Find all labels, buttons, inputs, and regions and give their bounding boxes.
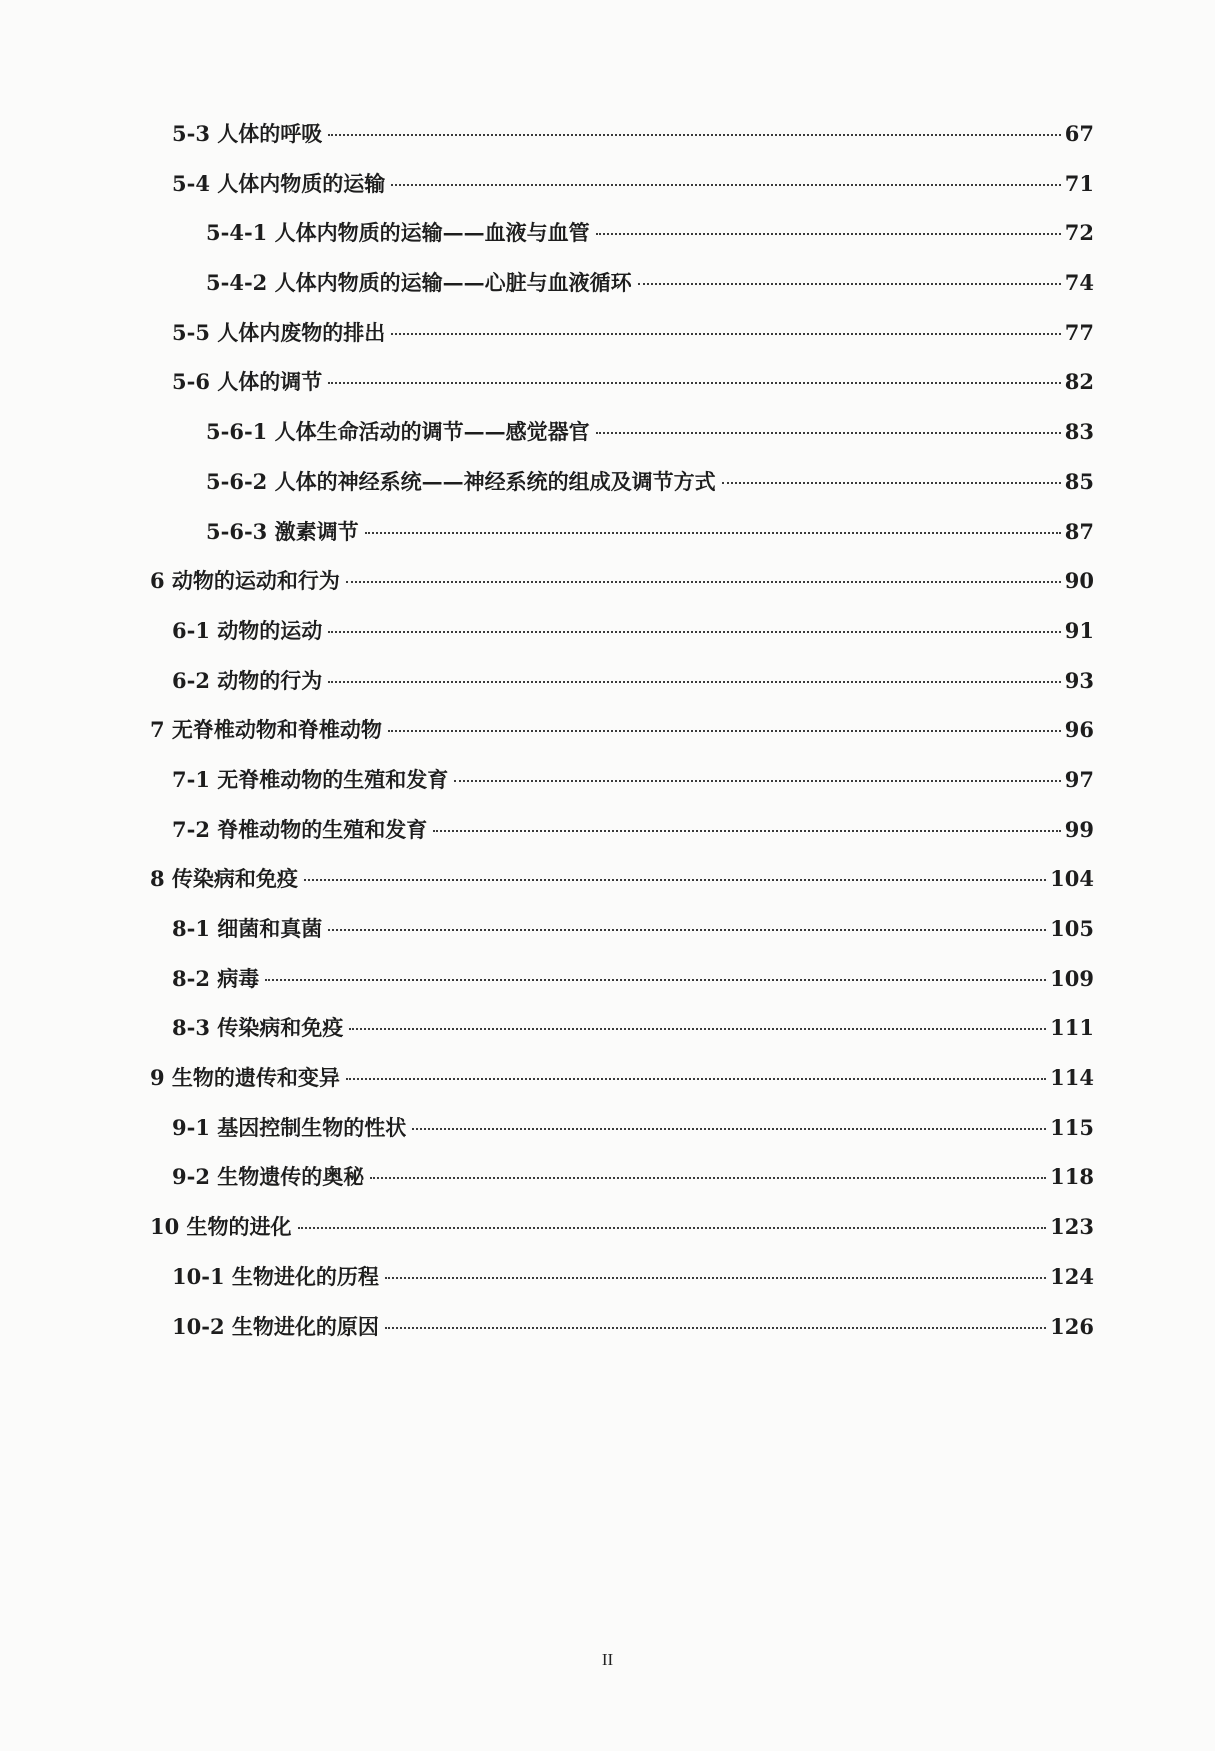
toc-leader-dots <box>454 780 1061 782</box>
toc-entry[interactable] <box>150 1064 1094 1114</box>
toc-entry-page: 90 <box>1064 568 1094 594</box>
toc-leader-dots <box>722 482 1061 484</box>
toc-entry-page: 77 <box>1064 319 1094 345</box>
toc-entry-title: 5-6 人体的调节 <box>172 369 323 395</box>
toc-entry-title: 5-6-1 人体生命活动的调节——感觉器官 <box>206 419 590 445</box>
toc-entry-page: 105 <box>1050 916 1094 941</box>
toc-leader-dots <box>412 1128 1046 1130</box>
toc-entry-page: 82 <box>1064 369 1094 395</box>
toc-entry[interactable] <box>150 1313 1094 1363</box>
toc-entry[interactable] <box>150 816 1094 866</box>
toc-entry[interactable] <box>150 418 1094 468</box>
toc-entry-page: 67 <box>1064 121 1094 146</box>
toc-entry[interactable] <box>150 865 1094 915</box>
toc-entry[interactable] <box>150 716 1094 766</box>
toc-leader-dots <box>391 333 1061 335</box>
toc-entry-title: 9 生物的遗传和变异 <box>150 1065 340 1091</box>
toc-entry-title: 6 动物的运动和行为 <box>150 568 340 594</box>
toc-entry[interactable] <box>150 1263 1094 1313</box>
toc-entry-page: 87 <box>1064 518 1094 544</box>
toc-leader-dots <box>328 929 1046 931</box>
toc-entry-title: 6-2 动物的行为 <box>172 667 323 693</box>
toc-leader-dots <box>388 730 1061 732</box>
toc-leader-dots <box>346 581 1061 583</box>
toc-leader-dots <box>349 1028 1046 1030</box>
toc-leader-dots <box>638 283 1061 285</box>
toc-entry-title: 7-1 无脊椎动物的生殖和发育 <box>172 766 449 792</box>
toc-entry-title: 8-3 传染病和免疫 <box>172 1015 344 1041</box>
toc-entry[interactable] <box>150 1213 1094 1263</box>
toc-entry-title: 10 生物的进化 <box>150 1214 292 1240</box>
toc-entry-title: 9-2 生物遗传的奥秘 <box>172 1164 365 1190</box>
toc-entry-title: 8-2 病毒 <box>172 965 260 991</box>
toc-entry-page: 118 <box>1050 1164 1094 1190</box>
toc-leader-dots <box>391 184 1061 186</box>
toc-entry-page: 109 <box>1050 965 1094 991</box>
toc-leader-dots <box>596 432 1061 434</box>
toc-entry[interactable] <box>150 468 1094 518</box>
toc-entry-page: 72 <box>1064 220 1094 246</box>
toc-entry[interactable] <box>150 269 1094 319</box>
toc-entry[interactable] <box>150 567 1094 617</box>
toc-entry-page: 111 <box>1050 1015 1094 1041</box>
toc-entry-title: 7 无脊椎动物和脊椎动物 <box>150 717 382 743</box>
toc-entry-page: 96 <box>1064 717 1094 743</box>
toc-entry-page: 74 <box>1064 270 1094 296</box>
toc-entry-title: 5-4-1 人体内物质的运输——血液与血管 <box>206 220 590 246</box>
toc-entry-title: 6-1 动物的运动 <box>172 617 323 643</box>
toc-leader-dots <box>346 1078 1046 1080</box>
toc-entry-page: 126 <box>1050 1313 1094 1339</box>
toc-entry-title: 8 传染病和免疫 <box>150 866 298 892</box>
toc-entry[interactable] <box>150 1014 1094 1064</box>
toc-entry[interactable] <box>150 319 1094 369</box>
toc-leader-dots <box>433 830 1061 832</box>
toc-entry-title: 9-1 基因控制生物的性状 <box>172 1114 407 1140</box>
toc-entry-title: 8-1 细菌和真菌 <box>172 916 323 941</box>
toc-entry-page: 91 <box>1064 617 1094 643</box>
toc-entry[interactable] <box>150 120 1094 170</box>
toc-entry-page: 99 <box>1064 816 1094 842</box>
toc-leader-dots <box>385 1277 1046 1279</box>
toc-entry-title: 5-6-3 激素调节 <box>206 518 359 544</box>
toc-leader-dots <box>328 681 1061 683</box>
page-number: II <box>601 1650 614 1669</box>
toc-entry-title: 10-2 生物进化的原因 <box>172 1313 379 1339</box>
toc-entry-page: 83 <box>1064 419 1094 445</box>
toc-leader-dots <box>385 1327 1046 1329</box>
toc-entry[interactable] <box>150 667 1094 717</box>
toc-entry[interactable] <box>150 617 1094 667</box>
toc-entry-title: 5-5 人体内废物的排出 <box>172 319 386 345</box>
toc-entry[interactable] <box>150 518 1094 568</box>
toc-entry-title: 5-4 人体内物质的运输 <box>172 170 386 196</box>
toc-leader-dots <box>328 631 1061 633</box>
toc-entry[interactable] <box>150 1163 1094 1213</box>
toc-entry[interactable] <box>150 219 1094 269</box>
toc-entry[interactable] <box>150 915 1094 965</box>
toc-entry[interactable] <box>150 368 1094 418</box>
toc-entry-title: 5-6-2 人体的神经系统——神经系统的组成及调节方式 <box>206 468 716 494</box>
toc-entry-page: 97 <box>1064 766 1094 792</box>
toc-leader-dots <box>596 233 1061 235</box>
toc-entry[interactable] <box>150 766 1094 816</box>
toc-entry-page: 71 <box>1064 170 1094 196</box>
toc-entry[interactable] <box>150 965 1094 1015</box>
toc-entry-page: 93 <box>1064 667 1094 693</box>
toc-entry[interactable] <box>150 1114 1094 1164</box>
toc-entry-page: 104 <box>1050 866 1094 892</box>
toc-entry-page: 123 <box>1050 1214 1094 1240</box>
toc-entry-title: 5-4-2 人体内物质的运输——心脏与血液循环 <box>206 270 632 296</box>
toc-entry-page: 115 <box>1050 1114 1094 1140</box>
toc-entry[interactable] <box>150 170 1094 220</box>
table-of-contents <box>150 120 1094 1362</box>
toc-leader-dots <box>328 382 1061 384</box>
toc-leader-dots <box>265 979 1046 981</box>
toc-leader-dots <box>304 879 1046 881</box>
toc-leader-dots <box>365 532 1061 534</box>
toc-entry-page: 124 <box>1050 1263 1094 1289</box>
toc-entry-page: 85 <box>1064 468 1094 494</box>
toc-leader-dots <box>328 134 1061 136</box>
toc-leader-dots <box>298 1227 1047 1229</box>
toc-entry-title: 7-2 脊椎动物的生殖和发育 <box>172 816 428 842</box>
toc-entry-page: 114 <box>1050 1065 1094 1091</box>
toc-leader-dots <box>370 1177 1046 1179</box>
toc-entry-title: 10-1 生物进化的历程 <box>172 1263 379 1289</box>
toc-entry-title: 5-3 人体的呼吸 <box>172 121 323 146</box>
